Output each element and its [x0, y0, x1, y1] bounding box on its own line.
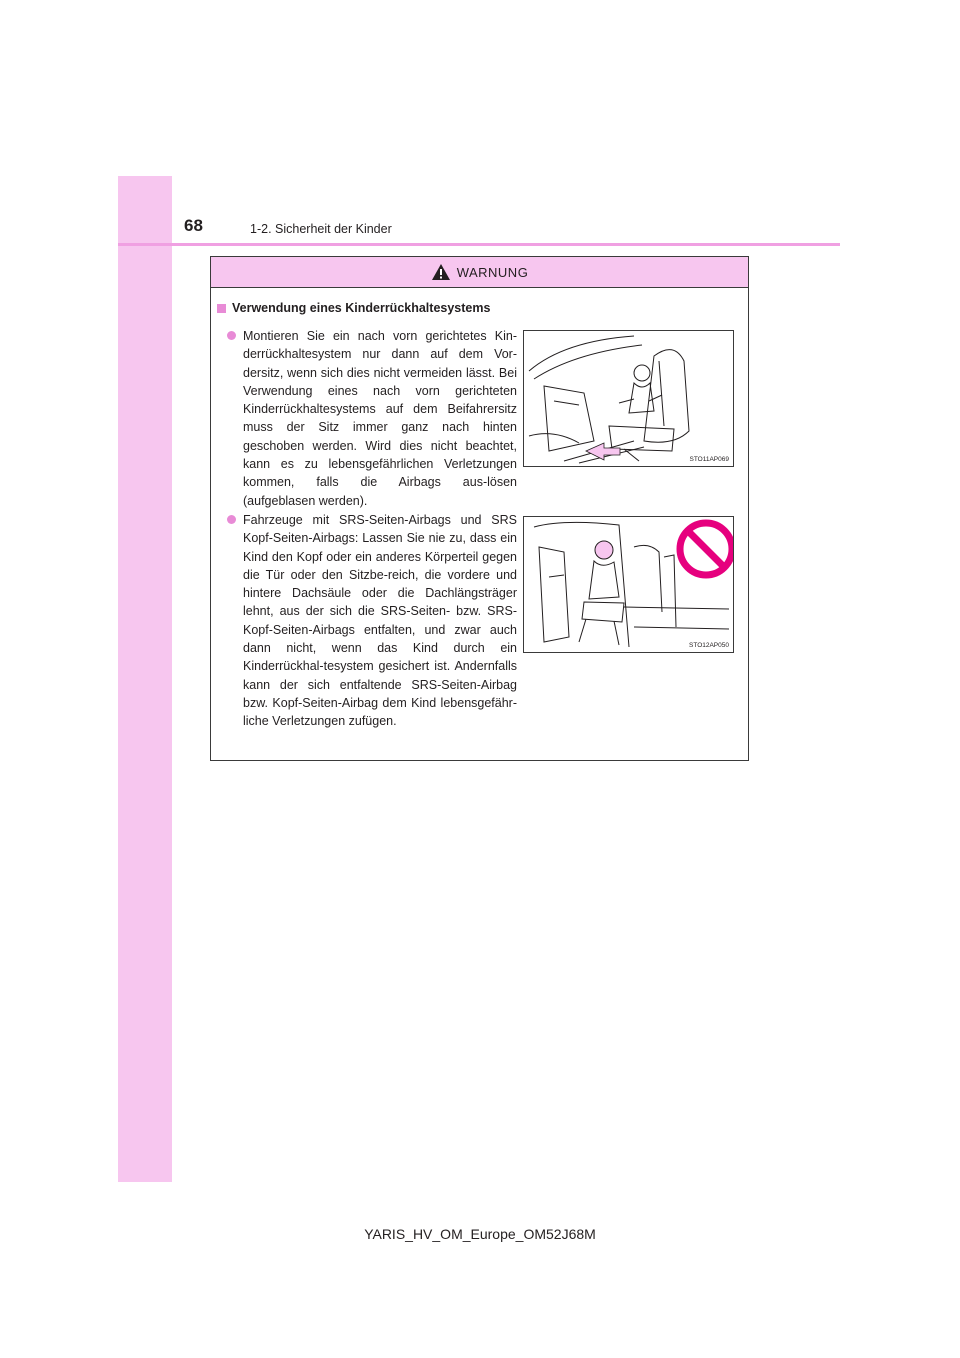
round-bullet-icon	[227, 331, 236, 340]
warning-item-1-text: Montieren Sie ein nach vorn gerichtetes Kin-derrückhaltesystem nur dann auf dem Vor-dersitz, wenn sich dies nicht vermeiden lässt. Bei Verwendung eines nach vorn gerichteten Kinderrückhaltesystems auf dem Beifahrersitz muss der Sitz immer ganz nach hinten geschoben werden. Wird dies nicht beachtet, kann es zu lebensgefährlichen Verletzungen kommen, falls die Airbags aus-lösen (aufgeblasen werden).	[243, 329, 517, 508]
page-number: 68	[184, 216, 203, 235]
figure-code: STO11AP069	[689, 456, 729, 463]
header-rule	[118, 243, 840, 246]
figure-code: STO12AP050	[689, 642, 729, 649]
round-bullet-icon	[227, 515, 236, 524]
warning-header	[211, 257, 748, 288]
side-tab-band	[118, 176, 172, 1182]
subheading-text: Verwendung eines Kinderrückhaltesystems	[232, 301, 491, 315]
warning-box	[210, 256, 749, 761]
section-title: 1-2. Sicherheit der Kinder	[250, 222, 392, 236]
figure-front-seat-child-restraint	[523, 330, 734, 467]
warning-item-2	[227, 511, 517, 731]
warning-title: WARNUNG	[456, 264, 529, 280]
warning-triangle-icon	[431, 263, 451, 281]
figure-child-leaning-against-door	[523, 516, 734, 653]
square-bullet-icon	[217, 304, 226, 313]
child-leaning-illustration	[524, 517, 734, 653]
warning-subheading	[217, 301, 490, 315]
child-seat-front-illustration	[524, 331, 734, 467]
warning-item-2-text: Fahrzeuge mit SRS-Seiten-Airbags und SRS Kopf-Seiten-Airbags: Lassen Sie nie zu, dass ein Kind den Kopf oder ein anderes Körperteil gegen die Tür oder den Sitzbe-reich, die vordere und hintere Dachsäule oder die Dachlängsträger lehnt, aus der sich die SRS-Seiten- bzw. SRS-Kopf-Seiten-Airbags entfalten, und zwar auch dann nicht, wenn das Kind durch ein Kinderrückhal-tesystem gesichert ist. Andernfalls kann der sich entfaltende SRS-Seiten-Airbag bzw. Kopf-Seiten-Airbag dem Kind lebensgefähr-liche Verletzungen zufügen.	[243, 513, 517, 729]
prohibition-icon	[680, 523, 732, 575]
warning-item-1	[227, 327, 517, 510]
footer-document-code: YARIS_HV_OM_Europe_OM52J68M	[364, 1226, 596, 1242]
